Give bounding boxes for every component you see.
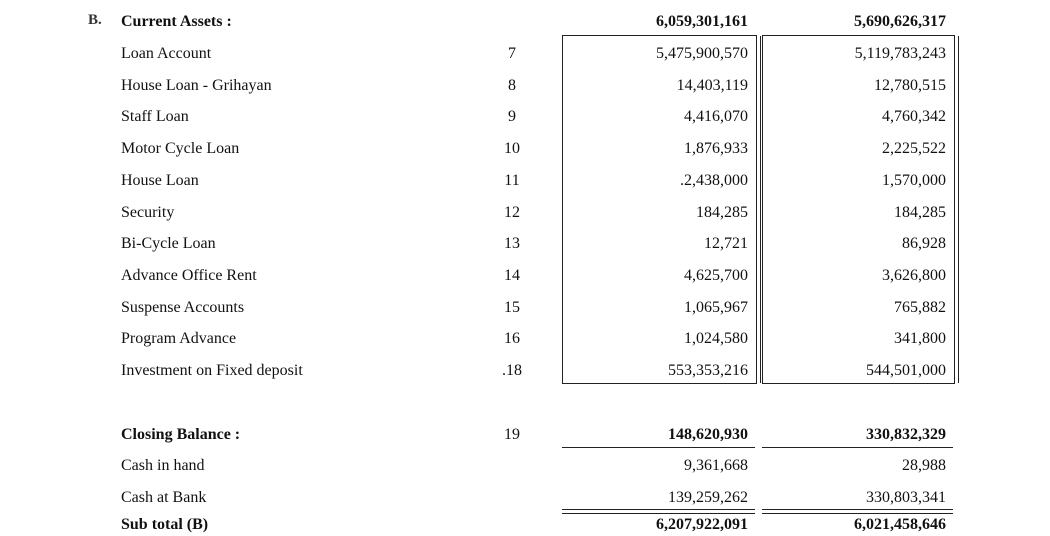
row-label: Loan Account <box>121 45 212 62</box>
row-label: Bi-Cycle Loan <box>121 235 216 252</box>
row-label: Staff Loan <box>121 108 189 125</box>
row-current: 12,721 <box>704 235 748 252</box>
row-previous: 5,119,783,243 <box>854 45 946 62</box>
row-previous: 765,882 <box>894 299 946 316</box>
cash-in-hand-previous: 28,988 <box>902 457 946 474</box>
section-letter: B. <box>88 12 102 28</box>
cash-in-hand-current: 9,361,668 <box>684 457 748 474</box>
row-current: 553,353,216 <box>668 362 748 379</box>
row-label: Investment on Fixed deposit <box>121 362 303 379</box>
row-note: 8 <box>508 77 516 94</box>
row-label: House Loan - Grihayan <box>121 77 272 94</box>
closing-rule-current <box>562 447 755 448</box>
row-current: .2,438,000 <box>680 172 748 189</box>
row-previous: 184,285 <box>894 204 946 221</box>
row-label: Security <box>121 204 175 221</box>
row-previous: 544,501,000 <box>866 362 946 379</box>
row-previous: 86,928 <box>902 235 946 252</box>
row-current: 5,475,900,570 <box>656 45 748 62</box>
section-total-current: 6,059,301,161 <box>656 13 748 30</box>
row-note: 7 <box>508 45 516 62</box>
row-previous: 4,760,342 <box>882 108 946 125</box>
cash-at-bank-current: 139,259,262 <box>668 489 748 506</box>
subtotal-current: 6,207,922,091 <box>656 516 748 533</box>
row-note: 13 <box>504 235 520 252</box>
row-note: 14 <box>504 267 520 284</box>
cash-at-bank-label: Cash at Bank <box>121 489 207 506</box>
row-note: .18 <box>502 362 522 379</box>
row-previous: 1,570,000 <box>882 172 946 189</box>
row-current: 1,024,580 <box>684 330 748 347</box>
cash-in-hand-label: Cash in hand <box>121 457 205 474</box>
row-note: 12 <box>504 204 520 221</box>
closing-rule-previous <box>762 447 953 448</box>
row-label: Program Advance <box>121 330 237 347</box>
row-previous: 12,780,515 <box>874 77 946 94</box>
cash-at-bank-previous: 330,803,341 <box>866 489 946 506</box>
row-note: 10 <box>504 140 520 157</box>
row-current: 1,065,967 <box>684 299 748 316</box>
row-current: 4,625,700 <box>684 267 748 284</box>
subtotal-previous: 6,021,458,646 <box>854 516 946 533</box>
closing-balance-note: 19 <box>504 426 520 443</box>
row-current: 184,285 <box>696 204 748 221</box>
closing-balance-title: Closing Balance : <box>121 426 241 443</box>
row-previous: 341,800 <box>894 330 946 347</box>
section-total-previous: 5,690,626,317 <box>854 13 946 30</box>
subtotal-label: Sub total (B) <box>121 516 209 533</box>
row-note: 16 <box>504 330 520 347</box>
row-note: 11 <box>504 172 520 189</box>
row-current: 14,403,119 <box>676 77 748 94</box>
row-previous: 2,225,522 <box>882 140 946 157</box>
row-label: House Loan <box>121 172 199 189</box>
row-current: 4,416,070 <box>684 108 748 125</box>
row-note: 9 <box>508 108 516 125</box>
row-label: Advance Office Rent <box>121 267 257 284</box>
closing-balance-current: 148,620,930 <box>668 426 748 443</box>
row-label: Suspense Accounts <box>121 299 245 316</box>
row-note: 15 <box>504 299 520 316</box>
section-title: Current Assets : <box>121 13 232 30</box>
closing-balance-previous: 330,832,329 <box>866 426 946 443</box>
row-previous: 3,626,800 <box>882 267 946 284</box>
row-current: 1,876,933 <box>684 140 748 157</box>
row-label: Motor Cycle Loan <box>121 140 240 157</box>
